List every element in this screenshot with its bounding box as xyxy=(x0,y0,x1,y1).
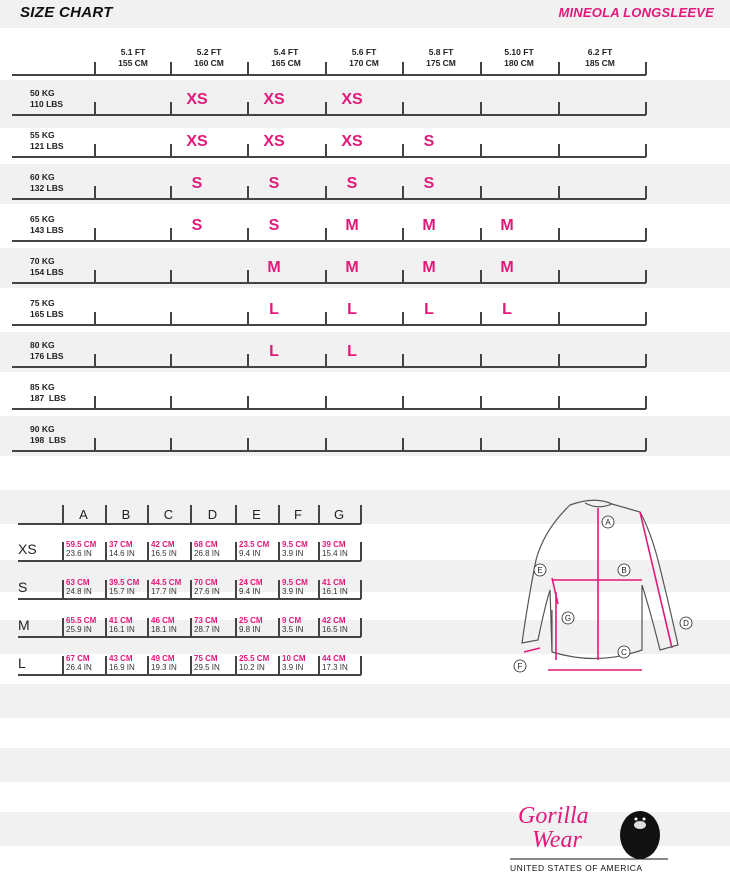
gorilla-icon xyxy=(620,811,660,859)
grid-tick xyxy=(170,144,172,157)
recommended-size: XS xyxy=(263,91,285,108)
label-d-marker xyxy=(680,617,692,629)
grid-tick xyxy=(170,270,172,283)
measure-column-header: D xyxy=(207,507,218,522)
measure-size-label: XS xyxy=(18,541,37,557)
measure-tick xyxy=(190,656,192,675)
grid-tick xyxy=(558,396,560,409)
measure-tick xyxy=(360,618,362,637)
weight-lbs: 187 LBS xyxy=(30,393,66,403)
garment-diagram xyxy=(500,490,700,690)
measure-tick xyxy=(278,618,280,637)
svg-text:B: B xyxy=(621,566,627,575)
grid-tick xyxy=(480,186,482,199)
label-c-marker xyxy=(618,646,630,658)
measure-value-in: 10.2 IN xyxy=(239,663,265,672)
measure-value-in: 9.4 IN xyxy=(239,549,261,558)
height-cm: 165 CM xyxy=(271,58,301,68)
recommended-size: M xyxy=(345,217,359,234)
grid-tick xyxy=(247,396,249,409)
grid-tick xyxy=(170,438,172,451)
measure-tick xyxy=(147,542,149,561)
weight-kg: 75 KG xyxy=(30,298,55,308)
grid-row-line xyxy=(12,450,646,452)
measure-value-cm: 25 CM xyxy=(239,616,263,625)
recommended-size: M xyxy=(500,217,514,234)
recommended-size: M xyxy=(267,259,281,276)
measure-value-cm: 42 CM xyxy=(151,540,175,549)
grid-tick xyxy=(247,270,249,283)
grid-tick xyxy=(170,354,172,367)
measure-column-header: E xyxy=(252,507,261,522)
measure-column-header: F xyxy=(294,507,302,522)
measure-value-cm: 63 CM xyxy=(66,578,90,587)
recommended-size: S xyxy=(191,217,203,234)
measure-tick xyxy=(190,580,192,599)
recommended-size: XS xyxy=(341,91,363,108)
grid-tick xyxy=(645,270,647,283)
measure-tick xyxy=(235,656,237,675)
recommended-size: M xyxy=(422,217,436,234)
recommended-size: S xyxy=(423,175,435,192)
weight-kg: 80 KG xyxy=(30,340,55,350)
grid-tick xyxy=(247,62,249,75)
weight-row-label xyxy=(30,340,64,362)
grid-tick xyxy=(325,312,327,325)
weight-lbs: 143 LBS xyxy=(30,225,64,235)
measure-tick xyxy=(235,580,237,599)
measure-value-in: 9.8 IN xyxy=(239,625,261,634)
grid-tick xyxy=(94,186,96,199)
measure-value-cm: 44 CM xyxy=(322,654,346,663)
measure-value-in: 29.5 IN xyxy=(194,663,220,672)
grid-tick xyxy=(645,312,647,325)
grid-row-line xyxy=(12,324,646,326)
product-name: MINEOLA LONGSLEEVE xyxy=(558,5,714,20)
measure-value-cm: 10 CM xyxy=(282,654,306,663)
grid-tick xyxy=(170,396,172,409)
grid-tick xyxy=(645,354,647,367)
recommended-size: S xyxy=(268,175,280,192)
measure-tick xyxy=(318,656,320,675)
measure-value-in: 26.4 IN xyxy=(66,663,92,672)
measure-value-in: 15.4 IN xyxy=(322,549,348,558)
measure-value-in: 16.5 IN xyxy=(151,549,177,558)
measure-value-cm: 41 CM xyxy=(322,578,346,587)
weight-row-label xyxy=(30,256,64,278)
recommended-size: XS xyxy=(263,133,285,150)
measure-value-cm: 41 CM xyxy=(109,616,133,625)
grid-tick xyxy=(402,228,404,241)
label-b-marker xyxy=(618,564,630,576)
measure-tick xyxy=(62,505,64,524)
measure-tick xyxy=(147,618,149,637)
grid-tick xyxy=(645,102,647,115)
height-cm: 185 CM xyxy=(585,58,615,68)
grid-tick xyxy=(558,354,560,367)
grid-tick xyxy=(94,102,96,115)
grid-tick xyxy=(247,186,249,199)
measure-tick xyxy=(360,505,362,524)
height-ft: 5.4 FT xyxy=(273,47,299,57)
grid-tick xyxy=(558,312,560,325)
recommended-size: XS xyxy=(186,91,208,108)
measure-value-in: 15.7 IN xyxy=(109,587,135,596)
label-f-marker xyxy=(514,660,526,672)
grid-row-line xyxy=(12,156,646,158)
measure-value-cm: 37 CM xyxy=(109,540,133,549)
measure-tick xyxy=(147,505,149,524)
measure-value-in: 24.8 IN xyxy=(66,587,92,596)
grid-tick xyxy=(402,312,404,325)
recommended-size: L xyxy=(424,301,434,318)
measure-tick xyxy=(105,618,107,637)
recommended-size: M xyxy=(345,259,359,276)
grid-tick xyxy=(247,312,249,325)
svg-text:D: D xyxy=(683,619,689,628)
measure-value-cm: 39 CM xyxy=(322,540,346,549)
height-ft: 5.2 FT xyxy=(196,47,222,57)
measure-value-in: 19.3 IN xyxy=(151,663,177,672)
recommended-size: M xyxy=(422,259,436,276)
measure-tick xyxy=(62,656,64,675)
grid-tick xyxy=(94,438,96,451)
measure-value-cm: 9 CM xyxy=(282,616,302,625)
measure-line-e xyxy=(552,578,558,604)
grid-tick xyxy=(325,228,327,241)
grid-tick xyxy=(645,396,647,409)
height-ft: 5.1 FT xyxy=(120,47,146,57)
measure-tick xyxy=(105,656,107,675)
grid-tick xyxy=(480,228,482,241)
measure-tick xyxy=(62,542,64,561)
grid-tick xyxy=(325,354,327,367)
grid-tick xyxy=(325,396,327,409)
weight-lbs: 121 LBS xyxy=(30,141,64,151)
weight-kg: 85 KG xyxy=(30,382,55,392)
measure-column-header: C xyxy=(163,507,174,522)
measure-column-header: G xyxy=(333,507,345,522)
measure-line-d xyxy=(640,512,672,648)
measure-tick xyxy=(278,542,280,561)
height-column-header xyxy=(479,47,559,69)
weight-row-label xyxy=(30,130,64,152)
measure-value-in: 16.9 IN xyxy=(109,663,135,672)
recommended-size: S xyxy=(191,175,203,192)
recommended-size: M xyxy=(500,259,514,276)
grid-tick xyxy=(645,144,647,157)
height-column-header xyxy=(324,47,404,69)
measure-value-in: 26.8 IN xyxy=(194,549,220,558)
measure-column-header: B xyxy=(121,507,131,522)
measure-value-cm: 23.5 CM xyxy=(239,540,270,549)
height-column-header xyxy=(246,47,326,69)
grid-tick xyxy=(402,144,404,157)
recommended-size: L xyxy=(269,343,279,360)
measure-value-cm: 73 CM xyxy=(194,616,218,625)
measure-value-cm: 25.5 CM xyxy=(239,654,270,663)
measure-tick xyxy=(62,580,64,599)
measure-tick xyxy=(318,618,320,637)
recommended-size: L xyxy=(269,301,279,318)
grid-tick xyxy=(325,438,327,451)
measure-tick xyxy=(360,656,362,675)
measure-value-in: 17.7 IN xyxy=(151,587,177,596)
measure-tick xyxy=(278,505,280,524)
measure-line-f xyxy=(524,648,540,652)
weight-lbs: 165 LBS xyxy=(30,309,64,319)
weight-kg: 50 KG xyxy=(30,88,55,98)
svg-text:A: A xyxy=(605,518,611,527)
grid-tick xyxy=(325,270,327,283)
grid-tick xyxy=(480,438,482,451)
measure-value-cm: 68 CM xyxy=(194,540,218,549)
height-ft: 5.8 FT xyxy=(428,47,454,57)
svg-text:F: F xyxy=(517,662,523,671)
weight-lbs: 154 LBS xyxy=(30,267,64,277)
weight-kg: 65 KG xyxy=(30,214,55,224)
page-title: SIZE CHART xyxy=(20,4,113,21)
weight-row-label xyxy=(30,172,64,194)
measure-value-cm: 59.5 CM xyxy=(66,540,97,549)
grid-tick xyxy=(402,186,404,199)
grid-tick xyxy=(558,438,560,451)
measure-tick xyxy=(318,580,320,599)
measure-tick xyxy=(105,542,107,561)
measure-value-in: 16.5 IN xyxy=(322,625,348,634)
grid-tick xyxy=(402,102,404,115)
measure-value-in: 17.3 IN xyxy=(322,663,348,672)
grid-row-line xyxy=(12,74,646,76)
svg-text:C: C xyxy=(621,648,627,657)
grid-tick xyxy=(170,228,172,241)
weight-row-label xyxy=(30,382,66,404)
measure-value-cm: 42 CM xyxy=(322,616,346,625)
grid-tick xyxy=(325,102,327,115)
grid-tick xyxy=(558,186,560,199)
grid-tick xyxy=(480,312,482,325)
height-cm: 160 CM xyxy=(194,58,224,68)
measure-value-in: 23.6 IN xyxy=(66,549,92,558)
grid-row-line xyxy=(12,282,646,284)
measure-tick xyxy=(190,505,192,524)
measure-tick xyxy=(62,618,64,637)
height-column-header xyxy=(401,47,481,69)
measure-value-cm: 44.5 CM xyxy=(151,578,182,587)
recommended-size: L xyxy=(347,301,357,318)
recommended-size: XS xyxy=(341,133,363,150)
measure-size-label: L xyxy=(18,655,26,671)
measure-value-cm: 70 CM xyxy=(194,578,218,587)
measure-tick xyxy=(318,542,320,561)
grid-tick xyxy=(170,62,172,75)
brand-logo xyxy=(510,795,670,875)
measure-tick xyxy=(235,618,237,637)
svg-text:G: G xyxy=(564,614,572,623)
grid-tick xyxy=(170,102,172,115)
grid-tick xyxy=(402,354,404,367)
grid-row-line xyxy=(12,408,646,410)
measure-value-in: 9.4 IN xyxy=(239,587,261,596)
weight-lbs: 176 LBS xyxy=(30,351,64,361)
measure-value-cm: 9.5 CM xyxy=(282,540,308,549)
weight-lbs: 132 LBS xyxy=(30,183,64,193)
measure-value-cm: 46 CM xyxy=(151,616,175,625)
measure-tick xyxy=(318,505,320,524)
measure-value-cm: 75 CM xyxy=(194,654,218,663)
grid-tick xyxy=(480,144,482,157)
grid-tick xyxy=(645,62,647,75)
weight-lbs: 110 LBS xyxy=(30,99,64,109)
weight-row-label xyxy=(30,298,64,320)
measure-value-cm: 24 CM xyxy=(239,578,263,587)
grid-tick xyxy=(480,62,482,75)
measure-tick xyxy=(360,542,362,561)
grid-tick xyxy=(480,396,482,409)
grid-tick xyxy=(247,144,249,157)
measure-value-in: 27.6 IN xyxy=(194,587,220,596)
measure-value-cm: 39.5 CM xyxy=(109,578,140,587)
measure-tick xyxy=(147,580,149,599)
measure-tick xyxy=(235,505,237,524)
recommended-size: S xyxy=(346,175,358,192)
measure-value-cm: 67 CM xyxy=(66,654,90,663)
measure-value-in: 3.9 IN xyxy=(282,587,304,596)
height-ft: 6.2 FT xyxy=(587,47,613,57)
grid-row-line xyxy=(12,240,646,242)
height-cm: 155 CM xyxy=(118,58,148,68)
measure-value-in: 28.7 IN xyxy=(194,625,220,634)
grid-tick xyxy=(94,62,96,75)
weight-kg: 60 KG xyxy=(30,172,55,182)
measure-tick xyxy=(105,505,107,524)
grid-tick xyxy=(94,312,96,325)
grid-tick xyxy=(247,354,249,367)
recommended-size: S xyxy=(268,217,280,234)
measure-tick xyxy=(147,656,149,675)
measure-tick xyxy=(190,542,192,561)
grid-tick xyxy=(402,438,404,451)
weight-row-label xyxy=(30,88,63,110)
measure-value-cm: 43 CM xyxy=(109,654,133,663)
grid-tick xyxy=(247,438,249,451)
height-cm: 180 CM xyxy=(504,58,534,68)
grid-tick xyxy=(94,144,96,157)
grid-tick xyxy=(247,102,249,115)
label-e-marker xyxy=(534,564,546,576)
height-cm: 175 CM xyxy=(426,58,456,68)
label-a-marker xyxy=(602,516,614,528)
measure-value-in: 25.9 IN xyxy=(66,625,92,634)
logo-word-wear: Wear xyxy=(532,827,582,853)
measure-tick xyxy=(360,580,362,599)
grid-row-line xyxy=(12,114,646,116)
measure-tick xyxy=(278,656,280,675)
grid-tick xyxy=(170,312,172,325)
measure-value-in: 14.6 IN xyxy=(109,549,135,558)
grid-tick xyxy=(94,228,96,241)
recommended-size: S xyxy=(423,133,435,150)
grid-tick xyxy=(325,144,327,157)
grid-tick xyxy=(402,270,404,283)
label-g-marker xyxy=(562,612,574,624)
height-cm: 170 CM xyxy=(349,58,379,68)
grid-tick xyxy=(558,102,560,115)
grid-tick xyxy=(480,270,482,283)
grid-tick xyxy=(558,228,560,241)
measure-value-cm: 9.5 CM xyxy=(282,578,308,587)
measure-value-cm: 65.5 CM xyxy=(66,616,97,625)
measure-value-in: 3.5 IN xyxy=(282,625,304,634)
grid-tick xyxy=(558,270,560,283)
grid-tick xyxy=(170,186,172,199)
weight-row-label xyxy=(30,214,64,236)
grid-tick xyxy=(645,186,647,199)
grid-tick xyxy=(645,228,647,241)
recommended-size: XS xyxy=(186,133,208,150)
grid-tick xyxy=(94,270,96,283)
measure-value-cm: 49 CM xyxy=(151,654,175,663)
weight-kg: 70 KG xyxy=(30,256,55,266)
grid-tick xyxy=(480,102,482,115)
grid-tick xyxy=(402,396,404,409)
height-ft: 5.10 FT xyxy=(504,47,534,57)
height-column-header xyxy=(93,47,173,69)
grid-row-line xyxy=(12,198,646,200)
height-column-header xyxy=(169,47,249,69)
measure-value-in: 3.9 IN xyxy=(282,663,304,672)
measure-size-label: M xyxy=(18,617,30,633)
grid-tick xyxy=(558,144,560,157)
grid-tick xyxy=(247,228,249,241)
measure-size-label: S xyxy=(18,579,28,595)
measure-value-in: 16.1 IN xyxy=(109,625,135,634)
grid-tick xyxy=(94,354,96,367)
grid-tick xyxy=(645,438,647,451)
weight-lbs: 198 LBS xyxy=(30,435,66,445)
grid-row-line xyxy=(12,366,646,368)
measure-value-in: 18.1 IN xyxy=(151,625,177,634)
measure-tick xyxy=(105,580,107,599)
grid-tick xyxy=(325,186,327,199)
logo-word-gorilla: Gorilla xyxy=(518,803,589,829)
weight-kg: 55 KG xyxy=(30,130,55,140)
grid-tick xyxy=(402,62,404,75)
measure-tick xyxy=(278,580,280,599)
weight-kg: 90 KG xyxy=(30,424,55,434)
grid-tick xyxy=(480,354,482,367)
grid-tick xyxy=(558,62,560,75)
svg-text:E: E xyxy=(537,566,543,575)
measure-tick xyxy=(235,542,237,561)
measure-value-in: 16.1 IN xyxy=(322,587,348,596)
height-ft: 5.6 FT xyxy=(351,47,377,57)
measure-column-header: A xyxy=(79,507,88,522)
weight-row-label xyxy=(30,424,66,446)
measure-value-in: 3.9 IN xyxy=(282,549,304,558)
grid-tick xyxy=(325,62,327,75)
logo-tagline: UNITED STATES OF AMERICA xyxy=(510,863,643,873)
recommended-size: L xyxy=(502,301,512,318)
height-column-header xyxy=(560,47,640,69)
recommended-size: L xyxy=(347,343,357,360)
grid-tick xyxy=(94,396,96,409)
measure-tick xyxy=(190,618,192,637)
